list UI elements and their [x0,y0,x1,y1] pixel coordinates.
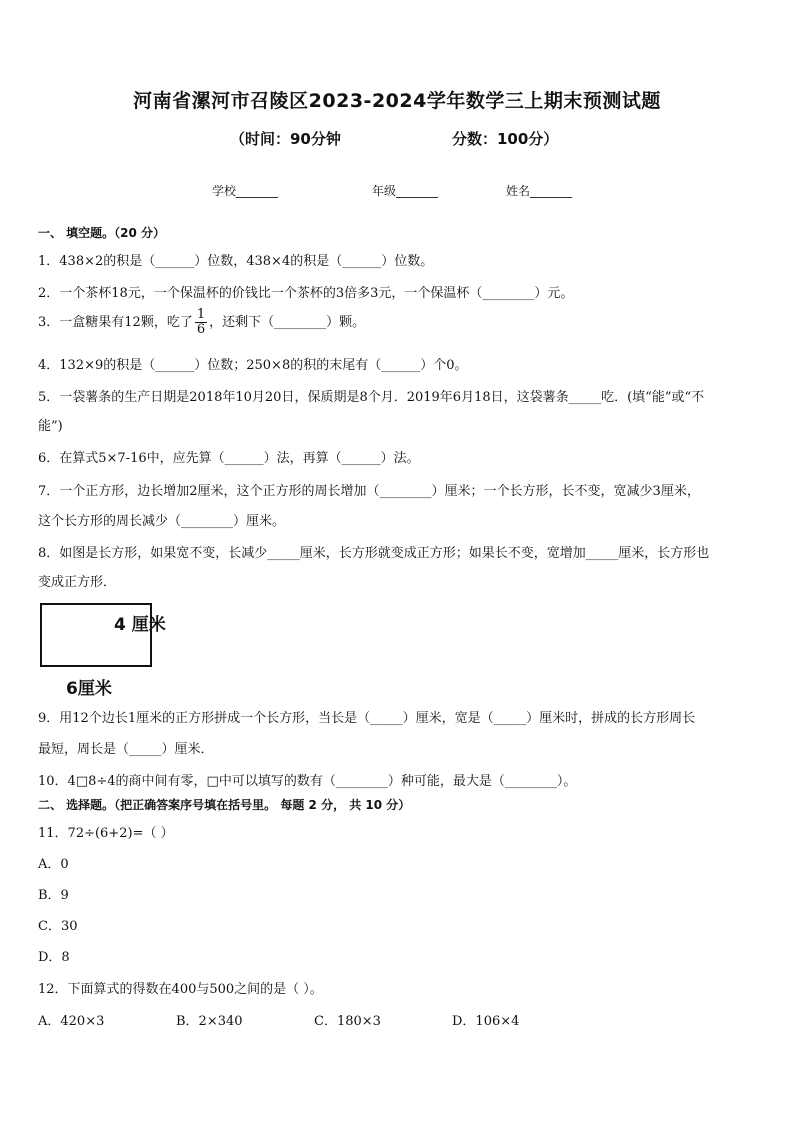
question-7-line-2: 这个长方形的周长减少（________）厘米。 [38,514,286,529]
option-b: B．9 [38,888,69,903]
rectangle-length-label: 6厘米 [66,679,112,699]
question-5-line-1: 5．一袋薯条的生产日期是2018年10月20日，保质期是8个月．2019年6月18日，这袋薯条_____吃．(填“能”或“不 [38,390,705,405]
question-8-line-2: 变成正方形． [38,575,117,590]
exam-score: 分数：100分） [452,130,559,148]
section-fill-in-heading: 一、 填空题。（20 分） [38,226,166,240]
question-8-line-1: 8．如图是长方形，如果宽不变，长减少_____厘米，长方形就变成正方形；如果长不变，宽增加_____厘米，长方形也 [38,546,710,561]
question-3 [38,308,365,337]
question-12: 12．下面算式的得数在400与500之间的是（ ）。 [38,982,323,997]
option-c: C．30 [38,919,78,934]
question-10: 10．4□8÷4的商中间有零，□中可以填写的数有（________）种可能，最大是（________）。 [38,774,577,789]
page-title: 河南省漯河市召陵区2023-2024学年数学三上期末预测试题 [133,90,661,112]
question-4: 4．132×9的积是（______）位数；250×8的积的末尾有（______）个0。 [38,358,468,373]
option-c: C．180×3 [314,1014,381,1029]
option-d: D．8 [38,950,70,965]
question-11: 11．72÷(6+2)=（ ） [38,826,174,841]
option-b: B．2×340 [176,1014,243,1029]
fraction-denominator: 6 [196,322,206,337]
option-d: D．106×4 [452,1014,520,1029]
question-2: 2．一个茶杯18元，一个保温杯的价钱比一个茶杯的3倍多3元，一个保温杯（________）元。 [38,286,574,301]
option-a: A．420×3 [38,1014,105,1029]
rectangle-width-label: 4 厘米 [114,615,166,635]
section-choice-heading: 二、 选择题。（把正确答案序号填在括号里。 每题 2 分， 共 10 分） [38,798,411,812]
grade-field: 年级_______ [372,184,439,198]
question-3-text-before: 3．一盒糖果有12颗，吃了 [38,315,193,330]
fraction-numerator: 1 [196,307,206,322]
option-a: A．0 [38,857,69,872]
question-7-line-1: 7．一个正方形，边长增加2厘米，这个正方形的周长增加（________）厘米；一个长方形，长不变，宽减少3厘米， [38,484,700,499]
school-field: 学校_______ [212,184,279,198]
question-9-line-2: 最短，周长是（_____）厘米． [38,742,214,757]
question-9-line-1: 9．用12个边长1厘米的正方形拼成一个长方形，当长是（_____）厘米，宽是（_____）厘米时，拼成的长方形周长 [38,711,696,726]
fraction [195,308,207,337]
question-5-line-2: 能”) [38,419,63,434]
question-3-text-after: ，还剩下（________）颗。 [209,315,366,330]
question-6: 6．在算式5×7-16中，应先算（______）法，再算（______）法。 [38,451,420,466]
exam-time: （时间：90分钟 [230,130,341,148]
question-1: 1．438×2的积是（______）位数，438×4的积是（______）位数。 [38,254,434,269]
name-field: 姓名_______ [506,184,573,198]
